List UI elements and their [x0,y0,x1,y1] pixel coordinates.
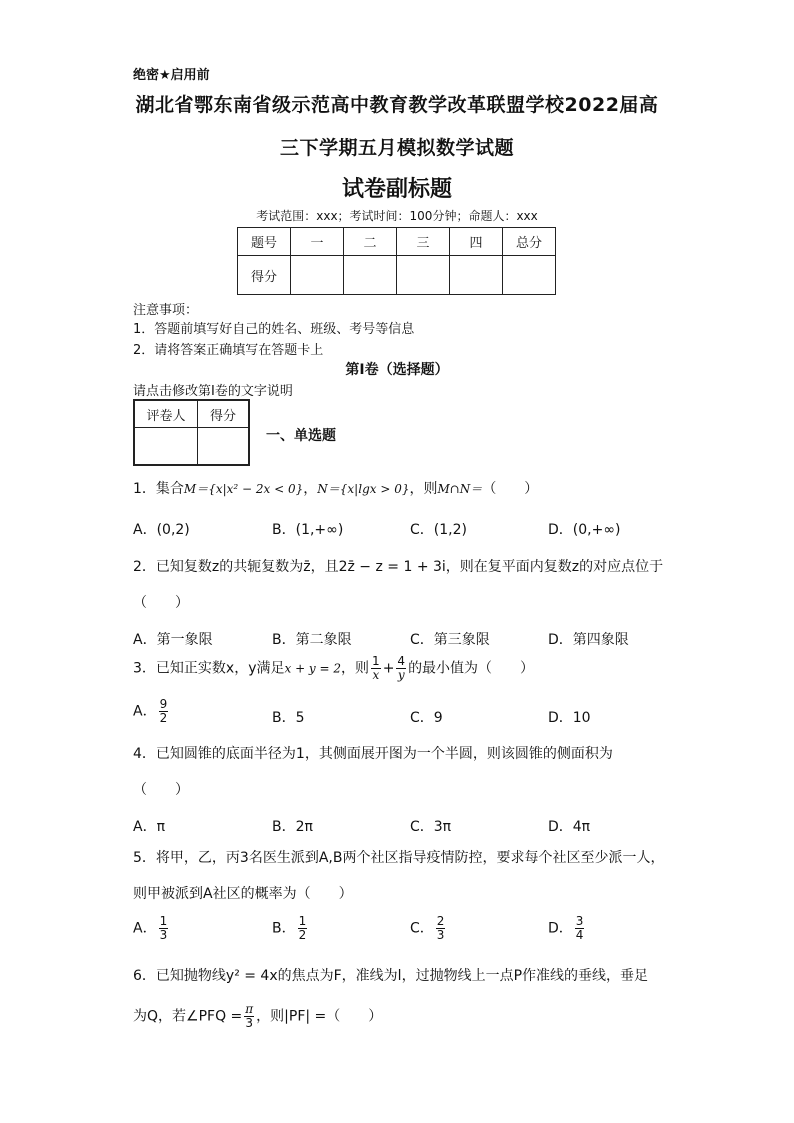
option-b[interactable]: B．第二象限 [272,632,352,648]
fraction-denominator: 3 [436,928,445,942]
notice-item: 1．答题前填写好自己的姓名、班级、考号等信息 [133,322,415,337]
question-3-stem [133,655,534,682]
fraction-numerator: 3 [575,914,584,928]
fraction-denominator: 4 [575,928,584,942]
notice-item: 2．请将答案正确填写在答题卡上 [133,343,324,358]
grader-cell[interactable] [134,428,198,466]
question-2-stem: 2．已知复数z的共轭复数为z̄，且2z̄ − z = 1 + 3i，则在复平面内复数z的对应点位于 [133,559,664,575]
question-5-stem: 5．将甲，乙，丙3名医生派到A,B两个社区指导疫情防控，要求每个社区至少派一人， [133,850,665,866]
question-text: 为Q，若∠PFQ = [133,1008,243,1025]
score-header-cell: 三 [397,228,450,256]
score-header-cell: 总分 [503,228,556,256]
option-label: B． [272,920,296,937]
score-cell[interactable] [503,256,556,295]
fraction-numerator: 1 [159,914,168,928]
option-label: D． [548,920,573,937]
score-cell[interactable] [397,256,450,295]
option-c[interactable]: C．(1,2) [410,522,467,538]
math-expression: M＝{x|x² − 2x < 0} [183,482,304,496]
exam-meta: 考试范围：xxx；考试时间：100分钟；命题人：xxx [256,209,538,223]
question-6-stem: 6．已知抛物线y² = 4x的焦点为F，准线为l，过抛物线上一点P作准线的垂线，垂足 [133,968,649,984]
exam-title-line1: 湖北省鄂东南省级示范高中教育教学改革联盟学校2022届高 [135,94,659,116]
fraction-denominator: y [397,668,405,682]
part-description[interactable]: 请点击修改第I卷的文字说明 [133,384,293,399]
grader-cell[interactable] [198,428,250,466]
score-header-cell: 二 [344,228,397,256]
score-header-cell: 四 [450,228,503,256]
exam-title-line2: 三下学期五月模拟数学试题 [279,137,514,159]
question-4-stem: 4．已知圆锥的底面半径为1，其侧面展开图为一个半圆，则该圆锥的侧面积为 [133,746,613,762]
math-expression: M∩N＝ [437,482,483,496]
option-d[interactable]: D．4π [548,819,591,835]
fraction-numerator: 1 [372,654,380,668]
section-heading: 一、单选题 [266,428,336,444]
question-1-stem [133,478,538,498]
fraction [436,915,446,942]
option-a[interactable]: A．(0,2) [133,522,190,538]
fraction [159,698,169,725]
confidential-mark: 绝密★启用前 [133,68,210,83]
option-d[interactable]: D．(0,+∞) [548,522,621,538]
option-d[interactable] [548,915,586,942]
grader-header-cell: 得分 [198,400,250,428]
question-6-stem-line2 [133,1003,382,1030]
question-4-answer-bracket: （ ） [133,782,189,798]
fraction [575,915,585,942]
fraction-numerator: 2 [436,914,445,928]
option-a[interactable]: A．π [133,819,166,835]
question-text: ，则|PF| =（ ） [256,1008,383,1025]
grader-header-cell: 评卷人 [134,400,198,428]
fraction-numerator: 4 [397,654,406,668]
option-label: A． [133,920,157,937]
score-cell[interactable] [291,256,344,295]
question-5-stem-line2: 则甲被派到A社区的概率为（ ） [133,886,353,902]
option-b[interactable]: B．2π [272,819,313,835]
score-table [237,227,556,295]
grader-table [133,399,250,466]
fraction-numerator: 1 [298,914,307,928]
option-c[interactable]: C．9 [410,710,443,726]
score-header-cell: 题号 [238,228,291,256]
plus-sign: + [382,660,395,677]
question-2-answer-bracket: （ ） [133,595,189,611]
question-text: ，则 [409,481,438,497]
option-c[interactable]: C．第三象限 [410,632,490,648]
option-a[interactable] [133,915,170,942]
fraction-denominator: 3 [159,928,168,942]
question-text: 3．已知正实数x，y满足 [133,660,285,677]
notice-heading: 注意事项： [133,303,199,318]
fraction-numerator: π [245,1002,254,1016]
question-text: ， [303,481,318,497]
option-b[interactable]: B．5 [272,710,305,726]
part-title: 第I卷（选择题） [345,362,449,378]
math-expression: N＝{x|lgx > 0} [317,482,410,496]
question-text: （ ） [482,481,539,497]
option-b[interactable] [272,915,309,942]
option-label: A． [133,703,157,720]
score-header-cell: 一 [291,228,344,256]
exam-subtitle: 试卷副标题 [341,177,452,202]
option-c[interactable]: C．3π [410,819,452,835]
fraction [244,1003,254,1030]
fraction-denominator: 3 [245,1016,254,1030]
fraction [396,655,406,682]
score-cell[interactable] [344,256,397,295]
option-b[interactable]: B．(1,+∞) [272,522,344,538]
option-d[interactable]: D．第四象限 [548,632,629,648]
math-expression: x + y = 2 [284,661,342,676]
fraction [371,655,381,682]
question-text: 1．集合 [133,481,184,497]
fraction-denominator: 2 [298,928,307,942]
option-a[interactable] [133,698,170,725]
fraction-numerator: 9 [159,697,168,711]
fraction [298,915,308,942]
option-label: C． [410,920,434,937]
score-row-label: 得分 [238,256,291,295]
question-text: 的最小值为（ ） [408,660,535,677]
score-cell[interactable] [450,256,503,295]
option-d[interactable]: D．10 [548,710,591,726]
fraction-denominator: 2 [159,711,168,725]
fraction-denominator: x [372,668,380,682]
option-c[interactable] [410,915,447,942]
fraction [159,915,169,942]
option-a[interactable]: A．第一象限 [133,632,213,648]
question-text: ，则 [341,660,370,677]
